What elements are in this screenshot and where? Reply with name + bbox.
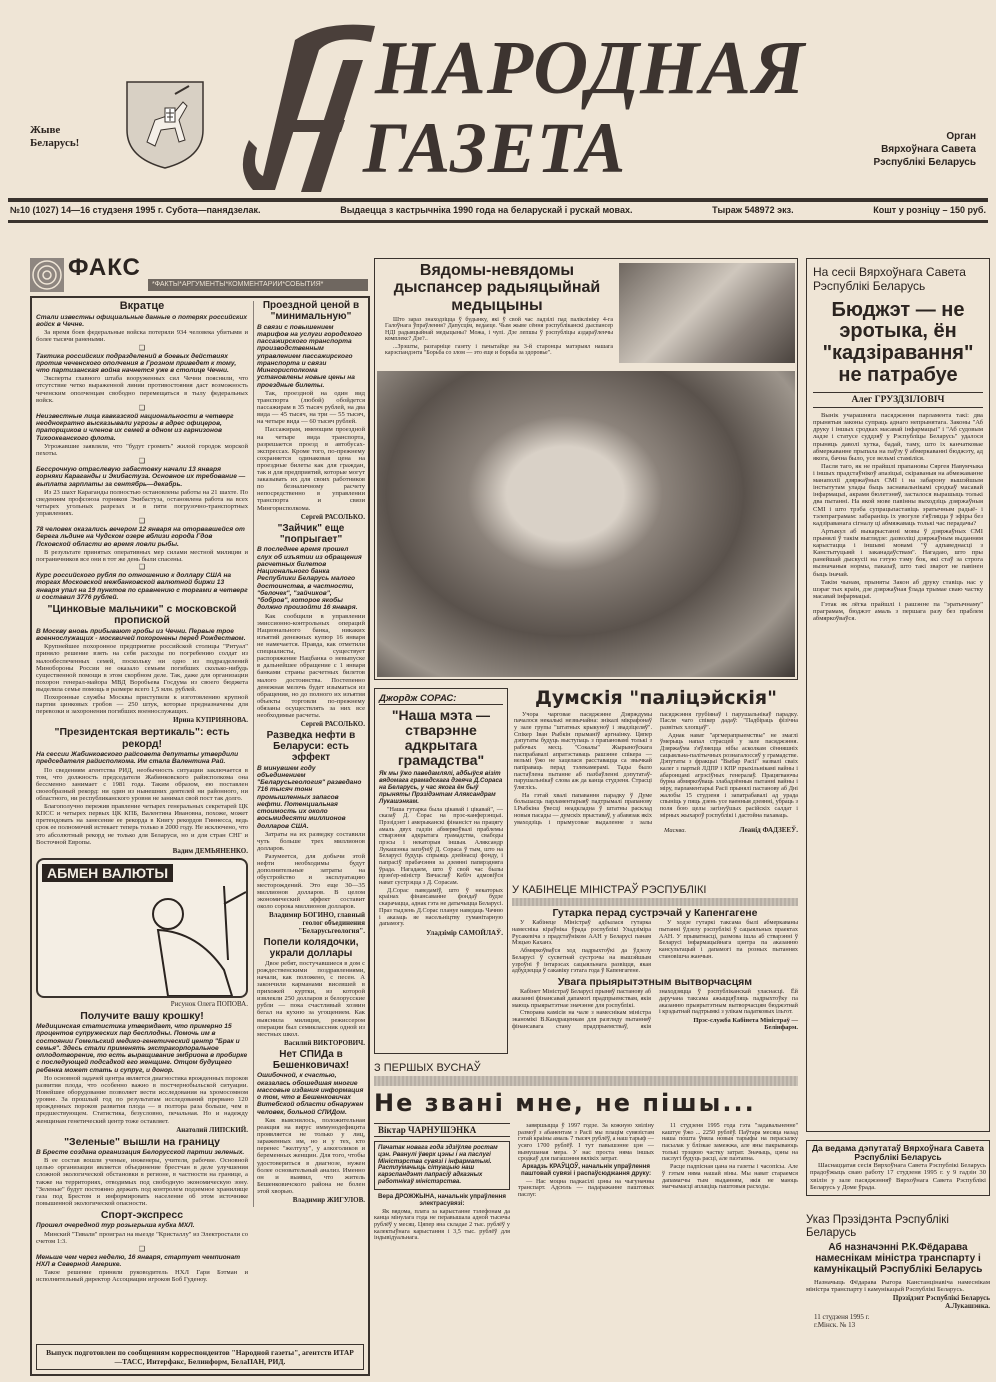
firsthand-section	[374, 1062, 798, 1243]
author: Сергей РАСОЛЬКО.	[300, 512, 365, 521]
article-body: Из 23 шахт Караганды полностью остановлены работы на 21 шахте. По сведениям профсоюза горняков Экибастуза, остановлена работа на всех четырех угольных разрезах и в пяти погрузочно-транспортных управлениях.	[36, 488, 248, 518]
soros-article	[374, 688, 508, 1054]
lead: Пачатак новага года здзіўляе ростам цэн. Рванулі ўверх цэны і на паслугі Міністэрства сувязі і інфарматыкі. Растлумачыць сітуацыю наш карэспандэнт папрасіў адказных работнікаў міністэрства.	[374, 1141, 510, 1190]
motto: Жыве Беларусь!	[30, 124, 80, 150]
section-title: У КАБІНЕЦЕ МІНІСТРАЎ РЭСПУБЛІКІ	[512, 884, 707, 896]
firsthand-columns	[374, 1123, 798, 1243]
article-body: Так, проездной на один вид транспорта (любой) обойдется пассажирам в 35 тысяч рублей, на два вида — 45 тысяч, на три — 55 тысяч, на четыре вида — 60 тысяч рублей.	[257, 389, 365, 426]
article-body: Такім чынам, прыняты Закон аб друку ставіць нас у шэраг тых краін, дзе дзяржаўная ўлада трымае сваю частку масавай інфармацыі.	[813, 578, 983, 600]
bullet-square-icon: ❑	[138, 1244, 146, 1253]
signer-name: А.Лукашэнка.	[945, 1302, 990, 1311]
article-body: ...Зрэшты, разгарніце газету і пачытайце на 3-й старонцы матэрыял нашага карэспандэнта "Борьба со злом — это еще и борьба за здоровье".	[385, 343, 613, 357]
author: Прэс-служба Кабінета Міністраў — Белінфарм.	[693, 1017, 798, 1031]
headline: "Наша мэта — стварэнне адкрытага грамадства"	[391, 707, 491, 769]
kicker: На сесіі Вярхоўнага Савета Рэспублікі Беларусь	[813, 265, 966, 294]
article-body: "Наша гутарка была цікавай і цікавай", — сказаў Д. Сорас на прэс-канферэнцыі. Прэзідэнт і амерыканскі фінансіст на працягу амаль двух гадзін абмеркоўвалі праблемы стварэння адкрытага грамадства, свабоды прэсы і некаторыя іншыя. Аляксандр Лукашэнка запэўніў Д. Сораса ў тым, што на Беларусі будуць спрыяць дзейнасці фонду, і папрасіў прабачэння за дзеянні папярэдняга ўрада. Нагадаем, што ў свой час былы прэм'ер-міністр Вячаслаў Кебіч адмовіўся нават сустрэцца з Д. Сорасам.	[379, 805, 503, 887]
article-body: Как сообщили в управлении эмиссионно-контрольных операций Национального банка, никаких изъятий денежных купюр 16 января не намечается. Правда, как отметили специалисты, существует распоряжение Нацбанка о невыпуске в дальнейшее обращение с 1 января банками страны расчетных билетов малого достоинства. Постепенно денежная мелочь будет изыматься из обращения, но до полного их изъятия объекты торговли по-прежнему обязаны осуществлять за них все необходимые расчеты.	[257, 612, 365, 720]
lead: Неизвестные лица кавказской национальности в четверг неоднократно высказывали угрозы в адрес офицеров, прапорщиков и членов их семей в одном из гарнизонов Тихоокеанского флота.	[36, 412, 234, 442]
headline: "Зайчик" еще "попрыгает"	[277, 522, 345, 545]
duma-body	[514, 712, 798, 827]
article-body: Пасля таго, як не прайшлі прапановы Сяргея Навумчыка і іншых прадстаўнікоў апазіцыі, скіраваныя на абмежаванне манаполіі дзяржаўных СМІ і на забарону вышэйшым інстытутам улады быць заснавальнікамі сродкаў масавай інфармацыі, акрамя бюлетэняў, засталося вырашыць толькі два пытанні. На якой мове павінны выходзіць дзяржаўныя СМІ і што трэба супрацьпаставіць эратычным радыё- і тэлепраграмам: забараніць іх увогуле з'яўляцца ў эфіры без кадзіраванага сігналу ці абмяжаваць толькі час перадачы?	[813, 462, 983, 527]
article-body: В ее состав вошли ученые, инженеры, учителя, рабочие. Основной целью организации является объединение брестчан в деле улучшения сложной экологической обстановки в регионе, в частности на границе, а также на территориях, отводимых под свободную экономическую зону. "Зеленые" будут постоянно держать под контролем подземное хранилище газа под Брестом и информировать население об этом источнике повышенной экологической опасности.	[36, 1157, 248, 1207]
speaker: Аркадзь КРАЎЦОЎ, начальнік упраўлення паштовай сувязі і распаўсюджання друку:	[520, 1163, 652, 1177]
headline: "Зеленые" вышли на границу	[64, 1135, 220, 1148]
price: Кошт у розніцу – 150 руб.	[873, 205, 986, 215]
presidential-decree	[806, 1214, 990, 1329]
author: Алег ГРУЗДЗІЛОВІЧ	[813, 392, 983, 408]
article-body: Што зараз знаходзіцца ў будынку, які ў свой час ладзілі пад паліклініку 4-га Галоўнага ўпраўлення? Дапусцім, ведаеце. Чым жыве сёння рэспубліканскі дыспансер НДІ радыяцыйнай медыцыны? Можа, і чулі. Дзе лепшы ў рэспубліцы аздараўленчы комплекс? Дзе?..	[385, 317, 613, 343]
cartoon-title: АБМЕН ВАЛЮТЫ	[42, 864, 173, 882]
logo-line2: ГАЗЕТА	[363, 108, 627, 188]
logo-line1: НАРОДНАЯ	[375, 26, 806, 110]
author: Владимир БОГИНО, главный геолог объединения "Беларусьгеология".	[269, 911, 365, 936]
headline: Аб назначэнні Р.К.Фёдарава намеснікам міністра транспарту і камунікацый Рэспублікі Беларусь	[813, 1242, 983, 1276]
article-body: В результате принятых оперативных мер силами местной милиции и пограничников все они в тот же день были спасены.	[36, 548, 248, 564]
article-body: За время боев федеральные войска потеряли 934 человека убитыми и более тысячи ранеными.	[36, 329, 248, 344]
article-body: Шаснаццатая сесія Вярхоўнага Савета Рэспублікі Беларусь прадоўжыць сваю работу 17 студзеня 1995 г. у 9 гадзін 30 хвілін у зале пасяджэнняў Вярхоўнага Савета Рэспублікі Беларусь у Доме ўрада.	[810, 1162, 986, 1191]
article-body: Такое решение приняли руководитель НХЛ Гари Бэтман и исполнительный директор Ассоциации игроков Боб Гуденоу.	[36, 1269, 248, 1284]
lead: В Москву вновь прибывают гробы из Чечни. Первые трое военнослужащих - москвичей похоронены перед Рождеством.	[36, 627, 246, 643]
article-body: Абмяркоўваўся ход падрыхтоўкі да ўдзелу Беларусі ў сусветнай сустрэчы на вышэйшым узроўні ў інтарэсах сацыяльнага развіцця, якая адбудзецца ў сакавіку гэтага года ў Капенгагене.	[512, 947, 651, 975]
article-body: У ходзе гутаркі таксама былі абмеркаваны пытанні ўдзелу рэспублікі ў сацыяльных праектах ААН. У прыватнасці, размова ішла аб стварэнні ў Беларусі інфармацыйнага цэнтра па аказанню кансультацый і дапамогі па розных пытаннях становішча жанчын.	[659, 919, 798, 960]
author: Сергей РАСОЛЬКО.	[300, 720, 365, 729]
bullet-square-icon: ❑	[138, 517, 146, 526]
article-body: Створана камісія на чале з намеснікам міністра эканомікі В.Кандраценкам для разгляду пытанняў фінансавага стану прадпрыемстваў, якія знаходзяцца ў рэспубліканскай уласнасці. Ёй даручана таксама ажыццяўляць падрыхтоўку па аказанню прыярытэтным вытворчасцям бюджэтнай і крэдытнай падтрымкі з улікам падатковых ільгот.	[512, 988, 798, 1030]
lead: Стали известны официальные данные о потерях российских войск в Чечне.	[36, 313, 248, 329]
divider	[8, 198, 988, 202]
article-body: Угрожавшие заявляли, что "будут громить" жилой городок морской пехоты.	[36, 442, 248, 457]
headline: Проездной ценой в "минимальную"	[262, 300, 360, 322]
article-body: Двое ребят, постучавшиеся в дом с рождественскими поздравлениями, начали, как положено, с песен. А закончили карманами висевшей в прихожей куртки, из которой извлекли 250 долларов и белорусские рубли — пока счастливый хозяин бегал на кухню за угощением. Как выяснила милиция, режиссером операции был семиклассник одной из местных школ.	[257, 959, 365, 1038]
lead: Медицинская статистика утверждает, что примерно 15 процентов супружеских пар бесплодны. Помочь им в состоянии Гомельский медико-генетический центр "Брак и семья". Здесь стали применять экстракорпоральное оплодотворение, то есть выращивание эмбриона в пробирке с последующей подсадкой его женщине. Отцом будущего ребенка может стать и супруг, и донор.	[36, 1023, 248, 1074]
headline: Попели колядочки, украли доллары	[263, 937, 359, 959]
author: Анатолий ЛИПСКИЙ.	[176, 1125, 248, 1134]
headline: Не звані мне, не пішы...	[374, 1089, 756, 1118]
fax-left-column	[36, 301, 248, 1284]
lead: Тактика российских подразделений в боевых действиях против чеченского ополчения в Грозном приведет к тому, что партизанская война начнется уже в столице Чечни.	[36, 352, 237, 375]
issue-info: №10 (1027) 14—16 студзеня 1995 г. Субота—панядзелак.	[10, 205, 261, 215]
author: Василий ВИКТОРОВИЧ.	[284, 1038, 365, 1047]
section-title: З ПЕРШЫХ ВУСНАЎ	[374, 1062, 481, 1074]
bullet-square-icon: ❑	[138, 343, 146, 352]
article-body: Аднак нават "аргмерапрыемствы" не змаглі ўмерыць напал страсцей у зале пасяджэння. Дзяржаўма з'яўляецца нібы асколкам сённяшніх сацыяльна-палітычных рознагалоссяў у грамадстве. Дэпутаты з фракцыі "Выбар Расіі" назвалі сваіх калег з партый ЛДПР і КПР прыхільнікамі вайны і абаронцамі агрэсіўных генералаў. Працягваючы бурна абмяркоўваць злабадзённыя пытанні вайны і міру, парламентарыі Расіі прынялі пастанову аб Дні жалобы 15 студзеня і запатрабавалі ад урада спыніць у пяць дзень усе ваенныя дзеянні, убраць з поля бою целы загінуўшых расійскіх салдат і мірных жыхароў рэспублікі і дастойна пахаваць.	[660, 731, 798, 819]
building-photo	[619, 263, 795, 363]
organ-label	[840, 130, 976, 169]
publication-info: Выдаецца з кастрычніка 1990 года на беларускай і рускай мовах.	[340, 205, 633, 215]
cartoon-man-drawing	[128, 886, 248, 996]
circulation: Тыраж 548972 экз.	[712, 205, 794, 215]
lead: 78 человек оказались вечером 12 января на оторвавшейся от берега льдине на Чудском озере вблизи города Гдов Псковской области во время ловли рыбы.	[36, 526, 245, 548]
duma-article	[514, 688, 798, 834]
headline: Вядомы-невядомы дыспансер радыяцыйнай медыцыны	[393, 262, 601, 314]
masthead	[0, 0, 996, 196]
fax-footer: Выпуск подготовлен по сообщениям корреспондентов "Народной газеты", агентств ИТАР—ТАСС, Интерфакс, Белинформ, БелаПАН, РИД.	[36, 1344, 364, 1370]
firsthand-col1	[374, 1123, 510, 1243]
author: Ирина КУПРИЯНОВА.	[173, 716, 248, 725]
headline: Гутарка перад сустрэчай у Капенгагене	[552, 907, 758, 920]
headline: Вкратце	[119, 300, 165, 312]
author: Віктар ЧАРНУШЭНКА	[374, 1123, 510, 1137]
article-body: Разумеется, для добычи этой нефти необходимы будут дополнительные затраты на обустройство и эксплуатацию месторождений. Это еще 30—35 миллионов долларов. В целом экономический эффект составит около сорока миллионов долларов.	[257, 853, 365, 910]
bullet-square-icon: ❑	[138, 563, 146, 572]
article-body: завяршыцца ў 1997 годзе. За кожную хвіліну размоў з абанентам з Расіі мы плацім сувязістам гэтай краіны амаль 7 тысяч рублёў, а наш тарыф — усяго 1700 рублёў. І тут павышэнне цэн — вымушаная мера. У нас проста няма іншых сродкаў для пагашэння вялікіх затрат.	[518, 1122, 654, 1163]
article-body: Крупнейшее похоронное предприятие российской столицы "Ритуал" приняло решение взять на себя расходы по погребению солдат из малообеспеченных семей, поскольку ни одно из подразделений Минобороны России не оказало семьям погибших сколько-нибудь существенной помощи в этом скорбном деле. Так, даже для организации похорон генерал-майора МВД Воробьева Госдума из своего бюджета выделила семье помощь в размере всего 1,5 млн. рублей.	[36, 643, 248, 693]
author: Вадим ДЕМЬЯНЕНКО.	[172, 846, 248, 855]
article-body: Эксперты главного штаба вооруженных сил Чечни пояснили, что отсутствие четко выраженной линии противостояния даст возможность чеченским ополченцам свободно перемещаться в тылу федеральных войск.	[36, 375, 248, 404]
section-bar	[512, 898, 798, 906]
fax-section	[30, 296, 370, 1376]
headline: "Президентская вертикаль": есть рекорд!	[54, 726, 230, 750]
budget-article	[806, 258, 990, 1132]
article-body: Расце падпісная цана на газеты і часопісы. Але ў гэтым няма нашай віны. Мы нават стараемся дапамагчы тым выданням, якія не маюць магчымасці аплаціць паштовыя расходы.	[662, 1163, 798, 1191]
lead: В последнее время прошел слух об изъятии из обращения расчетных билетов Национального банка Республики Беларусь малого достоинства, в частности, "белочек", "зайчиков", "бобров", которое якобы должно произойти 16 января.	[257, 546, 362, 612]
kicker: Указ Прэзідэнта Рэспублікі Беларусь	[806, 1214, 949, 1240]
lead: В Бресте создана организация Белорусской партии зеленых.	[36, 1148, 245, 1156]
dispensary-article	[374, 258, 798, 680]
headline: Нет СПИДа в Бешенковичах!	[272, 1048, 350, 1071]
cartoon-caption: Рисунок Олега ПОПОВА.	[170, 999, 248, 1008]
lead: На сессии Жабинковского райсовета депутаты утвердили председателя райисполкома. Им стала Валентина Рай.	[36, 751, 239, 766]
cartoon	[36, 858, 248, 998]
newspaper-logo	[235, 20, 815, 196]
article-body: Но основной задачей центра является диагностика врожденных пороков развития плода, что особенно важно в постчернобыльской ситуации. Новейшее оборудование позволяет вести исследования на хромосомном уровне. За прошлый год по результатам исследований прервано 120 врожденных пороков развития плода — в полтора раза больше, чем в предшествующем. Статистика, безусловно, печальная. Но и надежду женщинам генетический центр тоже оставляет.	[36, 1074, 248, 1125]
article-body: Учора чарговае пасяджэнне Дзярждумы пачалося некалькі незвычайна: знікалі мікрафонаў у зале групы "штатных крыкуноў і звадзіцеляў". Спікер Іван Рыбкін прыманіў аргнаінку. Цяпер дэпутаты будуць выступаць з прапановамі толькі з рабочых месц. "Сокалы" Жырыноўскага паспрабавалі апратэставаць рашэнне спікера — вельмі ўжо не хацелася расставацца са звычкай папіраваць перад тэлекамерамі. Тады было пастаўлена пытанне аб пазбаўленні дэпутатаў-парушальнікаў слова аж да канца студзеня. Страсці ўляглісь.	[514, 710, 652, 792]
bullet-square-icon: ❑	[138, 457, 146, 465]
woman-photo	[377, 371, 795, 677]
bullet-square-icon: ❑	[138, 403, 146, 412]
info-bar	[10, 205, 986, 219]
lead: В связи с повышением тарифов на услуги городского пассажирского транспорта производственным управлением пассажирского транспорта и связи Мингорисполкома установлены новые цены на проездные билеты.	[257, 323, 363, 389]
lead: Ошибочной, к счастью, оказалась обошедшая многие массовые издания информация о том, что в Бешенковичах Витебской области обнаружен человек, больной СПИДом.	[257, 1072, 364, 1116]
article-body: По сведениям агентства РИД, необычность ситуации заключается в том, что должность председателя Жабинковского райисполкома она бессменно занимает с 1981 года. Таким образом, ею поставлен своеобразный рекорд: ни один из нынешних деятелей ни районного, ни областного, ни республиканского уровня не занимал свой пост так долго.	[36, 766, 248, 802]
lead: Прошел очередной тур розыгрыша кубка МХЛ.	[36, 1222, 195, 1230]
headline: "Цинковые мальчики" с московской пропиской	[47, 603, 237, 627]
coat-of-arms-icon	[125, 80, 205, 170]
headline: Думскія "паліцэйскія"	[534, 687, 778, 709]
deputies-notice	[806, 1140, 990, 1196]
firsthand-col3	[662, 1123, 798, 1243]
article-body: Затраты на их разведку составили чуть больше трех миллионов долларов.	[257, 830, 365, 853]
article-body: Минский "Тивали" проиграл на выезде "Кристаллу" из Электростали со счетом 1:3.	[36, 1230, 248, 1245]
author: Леанід ФАДЗЕЕЎ.	[739, 826, 798, 835]
signer-title: Прэзідэнт Рэспублікі Беларусь	[892, 1294, 990, 1303]
article-body: Пассажирам, имеющим проездной на четыре вида транспорта, разрешается проезд в автобусах-экспрессах. Кроме того, по-прежнему сохраняется одинаковая цена на проездные билеты как для граждан, так и для предприятий, которые могут заказывать их для своих работников по безналичному расчету непосредственно в управлении транспорта и связи Мингорисполкома.	[257, 426, 365, 512]
article-body: Гэтак як лёгка прайшлі і рашэнне па "эратычнаму" праграмам, бюджэт амаль з першага разу без праблем абмяркоўваўся.	[813, 601, 983, 623]
kicker: Джордж СОРАС:	[379, 693, 503, 705]
headline: Увага прыярытэтным вытворчасцям	[557, 975, 753, 988]
fax-header	[30, 254, 368, 292]
headline: Разведка нефти в Беларуси: есть эффект	[266, 730, 356, 763]
article-body: Назначыць Фёдарава Рыгора Канстанцінавіча намеснікам міністра транспарту і камунікацый Рэспублікі Беларусь.	[806, 1278, 990, 1293]
article-body: Кабінет Міністраў Беларусі прыняў пастанову аб аказанні фінансавай дапамогі прадпрыемствам, якія маюць прыярытэтнае значэнне для рэспублікі.	[512, 988, 651, 1009]
decree-date: 11 студзеня 1995 г.	[814, 1313, 870, 1322]
dispensary-body	[385, 317, 613, 358]
author: Уладзімір САМОЙЛАЎ.	[426, 928, 503, 937]
lead: Курс российского рубля по отношению к доллару США на торгах Московской межбанковской валютной биржи 13 января упал на 19 пунктов по сравнению с торгами в четверг и составил 3776 рублей.	[36, 572, 248, 601]
article-body: — Нас моцна падкасілі цэны на чыгуначны транспарт. Адсюль — падаражанне паштовых паслуг.	[518, 1177, 654, 1199]
fax-right-column	[253, 301, 365, 1207]
fax-logo: ФАКС	[68, 254, 141, 281]
article-body: Похоронные службы Москвы приступили к изготовлению крупной партии цинковых гробов — 250 штук, которые предназначены для перевозки и захоронения погибших военнослужащих.	[36, 694, 248, 716]
cabinet-a2-body	[512, 989, 798, 1032]
organ-line: Орган	[946, 131, 976, 142]
divider	[8, 220, 988, 223]
article-body: Благополучно пережив правление четырех генеральных секретарей ЦК КПСС и четырех первых ЦК КПБ, Валентина Ивановна, похоже, может претендовать на занесение ее рекорда в Книгу рекордов Гиннесса, ведь срок ее полномочий истекает теперь только в 2000 году. Не исключено, что это абсолютный рекорд не только для Беларуси, но и для стран СНГ и Восточной Европы.	[36, 803, 248, 846]
speaker: Вера ДРОЖЖЫНА, начальнік упраўлення электрасувязі:	[378, 1192, 506, 1207]
article-body: 11 студзеня 1995 года гэта "задавальненне" каштуе ўжо ... 2250 рублёў. Паўтара месяца назад наша пошта ўвяла новыя тарыфы на перасылку пасылак у блізкае замежжа, але яны пакрываюць толькі трэцюю частку затрат. Значыць, цэны на паслугі будуць расці, але паэтапна.	[662, 1122, 798, 1163]
section-bar	[374, 1076, 798, 1086]
article-body: У Кабінеце Міністраў адбылася гутарка намесніка кіраўніка ўрада рэспублікі Уладзіміра Русакевіча з прадстаўніком ААН у Беларусі панам Мэцью Каханэ.	[512, 919, 651, 947]
article-body: На гэтай хвалі папавання парадку ў Думе большасць парламентарыяў падтрымалі прапанову І.Рыбкіна ўвесці неадкладна ў штатны расклад новыя пасады — думскіх прыставаў, у абавязак якіх уваходзіць і прымусовае выдаленне з залы пасяджэння грубіянаў і парушальнікаў парадку. Пасля чаго спікер дадаў: "Падбіраць фізічна развітых хлопцаў".	[514, 710, 798, 826]
lead: В минувшем году объединением "Беларусьгеология" разведано 716 тысяч тонн промышленных запасов нефти. Потенциальная стоимость их около восьмидесяти миллионов долларов США.	[257, 764, 362, 830]
author: Владимир ЖИГУЛОВ.	[292, 1196, 365, 1205]
cabinet-section	[512, 884, 798, 1032]
article-body: Д.Сорас паведаміў, што ў некаторых краінах фінансаванне фондаў будзе скарачацца, аднак гэта не датычыцца Беларусі. Праз тыдзень Д.Сорас плануе наведаць Чачню і аказаць яе насельніцтву гуманітарную дапамогу.	[379, 886, 503, 928]
decree-place: г.Мінск. № 13	[814, 1321, 856, 1330]
lead: Меньше чем через неделю, 16 января, стартует чемпионат НХЛ в Северной Америке.	[36, 1253, 241, 1268]
article-body: Артыкул аб выкарыстанні мовы ў дзяржаўных СМІ прынялі ў такім выглядзе: дазволіці дзяржаўным выданням карыстацца і іншымі мовамі "ў адпаведнасці з Канстытуцыяй і заканадаўствам". Нагадаю, што пры ранейшай дыскусіі на гэтую тэму бок, які стаў за строга вызначаныя нормы, паказаў, што такі зварот не павінен быць іначай.	[813, 527, 983, 578]
article-body: Вынік учарашняга пасяджэння парламента такі: два прынятыя законы супраць аднаго непрынятага. Законы "Аб друку і іншых сродках масавай інфармацыі" і "Аб судовым ладзе і статусе суддзяў у Рэспубліцы Беларусь" удалося прыняць даволі хутка, бадай, таму, што іх канчатковае абмеркаванне прыпала на паўзу ў абмеркаванні бюджэту, ад якога, бачна было, усе вельмі стаміліся.	[813, 412, 983, 462]
dateline: Масква.	[664, 827, 687, 835]
lead: Бессрочную отраслевую забастовку начали 13 января горняки Караганды и Экибастуза. Основное их требование — выплата зарплаты за сентябрь—декабрь.	[36, 466, 246, 488]
cabinet-a1-body	[512, 920, 798, 975]
lead: Як мы ўжо паведамлялі, адбыўся візіт вядомага грамадскага дзеяча Д.Сораса на Беларусь, у час якога ён быў прыняты Прэзідэнтам Аляксандрам Лукашэнкам.	[379, 770, 503, 805]
headline: Да ведама дэпутатаў Вярхоўнага Савета Рэспублікі Беларусь	[812, 1143, 984, 1163]
headline: Спорт-экспресс	[100, 1208, 184, 1221]
organ-line: Вярхоўнага Савета	[881, 144, 976, 155]
firsthand-col2	[518, 1123, 654, 1243]
fax-tagline: *ФАКТЫ*АРГУМЕНТЫ*КОММЕНТАРИИ*СОБЫТИЯ*	[148, 279, 368, 291]
headline: Бюджэт — не эротыка, ён "кадзіравання" не патрабуе	[822, 298, 974, 386]
radio-waves-icon	[30, 258, 64, 292]
organ-line: Рэспублікі Беларусь	[873, 157, 976, 168]
headline: Получите вашу крошку!	[80, 1009, 204, 1022]
article-body: Як вядома, плата за карыстанне тэлефонам да канца мінулага года не перавышала адной тысячы рублёў у месяц. Цяпер яна складае 2 тыс. рублёў у калектыўнага карыстання і 3,5 тыс. рублёў для індывідуальнага.	[374, 1207, 510, 1242]
article-body: Как выяснилось, положительная реакция на вирус иммунодефицита проявляется не только у лиц, зараженных им, но и у тех, кто перенес "желтуху", у алкоголиков и беременных женщин. Для того, чтобы удостовериться в диагнозе, нужен более основательный анализ. Именно он и выявил, что житель Бешенковичского района не болен этой хворью.	[257, 1116, 365, 1196]
